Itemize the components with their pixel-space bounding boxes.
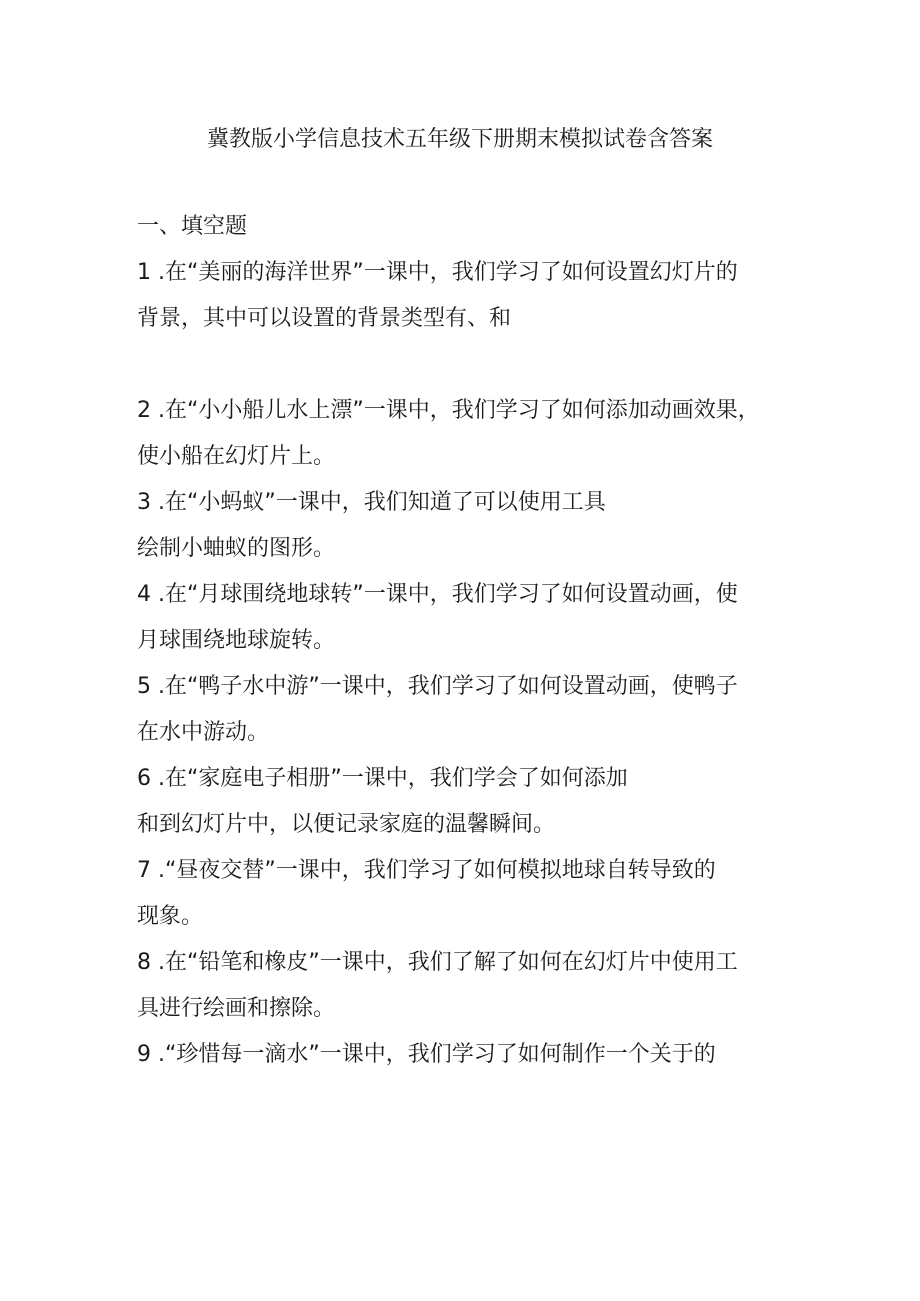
question-2-line-2: 使小船在幻灯片上。 (137, 444, 336, 469)
question-9 (137, 1038, 797, 1072)
question-2-line-1: 2 .在“小小船儿水上漂”一课中，我们学习了如何添加动画效果， (137, 398, 760, 423)
document-title: 冀教版小学信息技术五年级下册期末模拟试卷含答案 (206, 127, 713, 152)
question-3 (137, 486, 797, 566)
question-6-line-1: 6 .在“家庭电子相册”一课中，我们学会了如何添加 (137, 766, 628, 791)
question-1 (137, 256, 797, 336)
question-9-line-1: 9 .“珍惜每一滴水”一课中，我们学习了如何制作一个关于的 (137, 1042, 716, 1067)
question-7-line-2: 现象。 (137, 904, 204, 929)
question-8-line-1: 8 .在“铅笔和橡皮”一课中，我们了解了如何在幻灯片中使用工 (137, 950, 738, 975)
question-6 (137, 762, 797, 842)
question-3-line-1: 3 .在“小蚂蚁”一课中，我们知道了可以使用工具 (137, 490, 606, 515)
question-2 (137, 394, 797, 474)
question-8-line-2: 具进行绘画和擦除。 (137, 996, 336, 1021)
question-8 (137, 946, 797, 1026)
question-6-line-2: 和到幻灯片中，以便记录家庭的温馨瞬间。 (137, 812, 556, 837)
question-5 (137, 670, 797, 750)
document-content (137, 210, 797, 1084)
question-4-line-1: 4 .在“月球围绕地球转”一课中，我们学习了如何设置动画，使 (137, 582, 738, 607)
question-7-line-1: 7 .“昼夜交替”一课中，我们学习了如何模拟地球自转导致的 (137, 858, 716, 883)
question-4-line-2: 月球围绕地球旋转。 (137, 628, 336, 653)
question-4 (137, 578, 797, 658)
question-1-line-1: 1 .在“美丽的海洋世界”一课中，我们学习了如何设置幻灯片的 (137, 260, 738, 285)
question-3-line-2: 绘制小蚰蚁的图形。 (137, 536, 336, 561)
question-7 (137, 854, 797, 934)
question-5-line-1: 5 .在“鸭子水中游”一课中，我们学习了如何设置动画，使鸭子 (137, 674, 738, 699)
section-heading: 一、填空题 (137, 214, 248, 239)
question-5-line-2: 在水中游动。 (137, 720, 270, 745)
question-1-line-2: 背景，其中可以设置的背景类型有、和 (137, 306, 512, 331)
